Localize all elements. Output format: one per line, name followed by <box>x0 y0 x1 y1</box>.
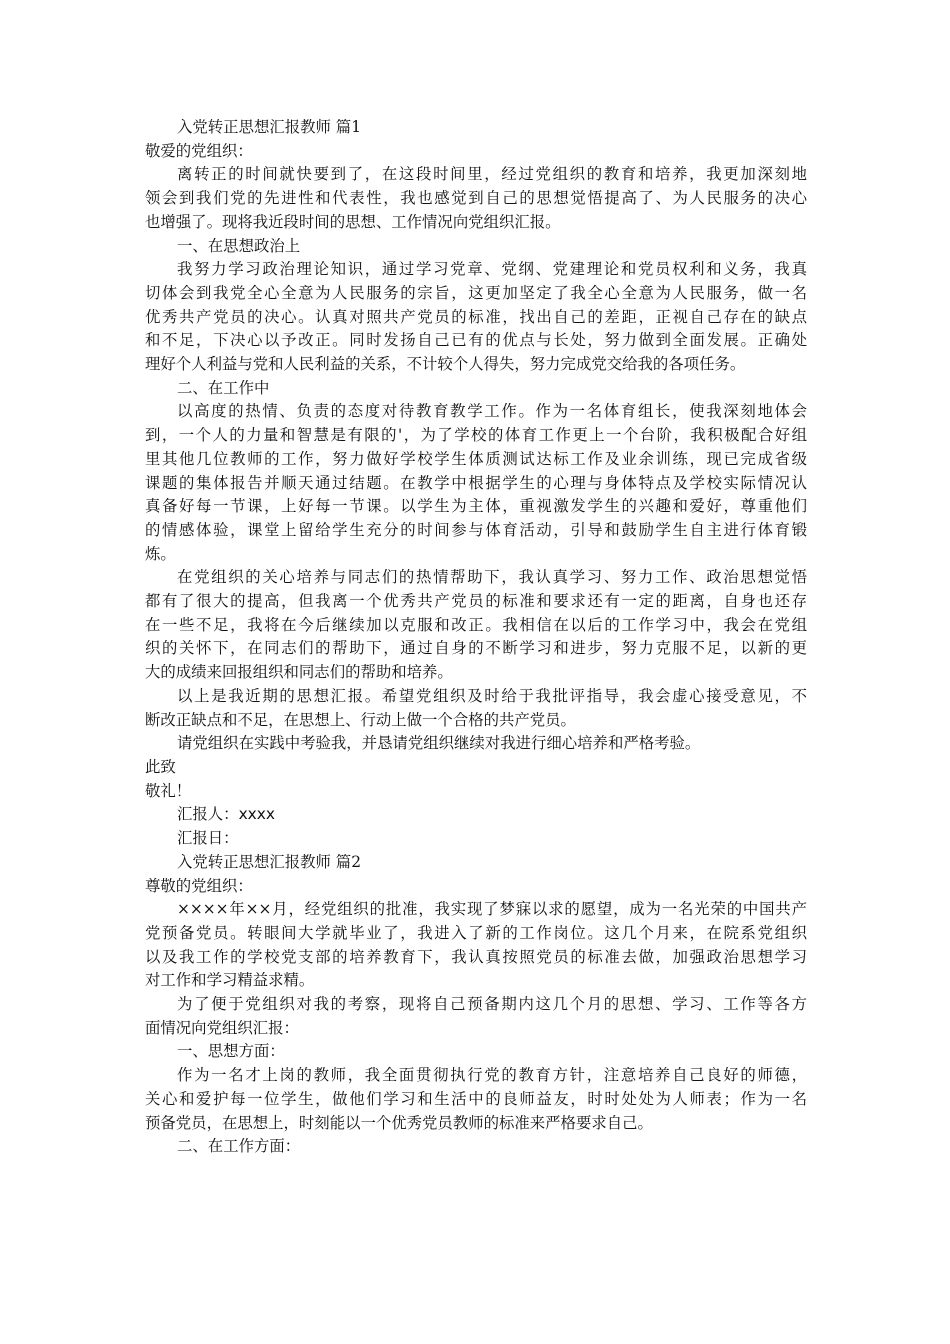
heading-work-2: 二、在工作方面： <box>177 1137 301 1156</box>
section-title-1: 入党转正思想汇报教师 篇1 <box>177 118 361 136</box>
paragraph-line: 也增强了。现将我近段时间的思想、工作情况向党组织汇报。 <box>145 212 561 231</box>
heading-work: 二、在工作中 <box>177 378 270 397</box>
paragraph-line: 切体会到我党全心全意为人民服务的宗旨，这更加坚定了我全心全意为人民服务，做一名 <box>145 283 807 302</box>
paragraph-line: 领会到我们党的先进性和代表性，我也感觉到自己的思想觉悟提高了、为人民服务的决心 <box>145 189 807 208</box>
paragraph-line: 在党组织的关心培养与同志们的热情帮助下，我认真学习、努力工作、政治思想觉悟 <box>177 568 807 587</box>
paragraph-6: 请党组织在实践中考验我，并恳请党组织继续对我进行细心培养和严格考验。 <box>177 734 701 753</box>
paragraph-line: 对工作和学习精益求精。 <box>145 971 315 990</box>
salutation-2: 尊敬的党组织： <box>145 876 253 895</box>
heading-thought: 一、思想方面： <box>177 1042 285 1061</box>
paragraph-line: 断改正缺点和不足，在思想上、行动上做一个合格的共产党员。 <box>145 710 576 729</box>
paragraph-line: 到，一个人的力量和智慧是有限的'，为了学校的体育工作更上一个台阶，我积极配合好组 <box>145 426 807 445</box>
paragraph-4 <box>145 566 807 685</box>
paragraph-line: 为了便于党组织对我的考察，现将自己预备期内这几个月的思想、学习、工作等各方 <box>177 995 807 1014</box>
reporter-value: xxxx <box>238 805 276 824</box>
closing-2: 敬礼！ <box>145 781 192 800</box>
paragraph-line: 作为一名才上岗的教师，我全面贯彻执行党的教育方针，注意培养自己良好的师德， <box>177 1066 807 1085</box>
paragraph-line: 以及我工作的学校党支部的培养教育下，我认真按照党员的标准去做，加强政治思想学习 <box>145 947 807 966</box>
paragraph-line: 里其他几位教师的工作，努力做好学校学生体质测试达标工作及业余训练，现已完成省级 <box>145 449 807 468</box>
salutation-1: 敬爱的党组织： <box>145 141 253 160</box>
paragraph-9 <box>145 1064 807 1135</box>
paragraph-line: 预备党员，在思想上，时刻能以一个优秀党员教师的标准来严格要求自己。 <box>145 1113 653 1132</box>
paragraph-line: 面情况向党组织汇报： <box>145 1018 299 1037</box>
closing-1: 此致 <box>145 757 176 776</box>
paragraph-line: ××××年××月，经党组织的批准，我实现了梦寐以求的愿望，成为一名光荣的中国共产 <box>177 900 807 919</box>
paragraph-line: 离转正的时间就快要到了，在这段时间里，经过党组织的教育和培养，我更加深刻地 <box>177 165 807 184</box>
reporter-line <box>145 803 807 827</box>
paragraph-line: 真备好每一节课，上好每一节课。以学生为主体，重视激发学生的兴趣和爱好，尊重他们 <box>145 497 807 516</box>
paragraph-line: 优秀共产党员的决心。认真对照共产党员的标准，找出自己的差距，正视自己存在的缺点 <box>145 307 807 326</box>
section-title-2: 入党转正思想汇报教师 篇2 <box>177 852 361 871</box>
paragraph-8 <box>145 993 807 1040</box>
heading-politics: 一、在思想政治上 <box>177 236 301 255</box>
paragraph-line: 大的成绩来回报组织和同志们的帮助和培养。 <box>145 663 453 682</box>
paragraph-line: 织的关怀下，在同志们的帮助下，通过自身的不断学习和进步，努力克服不足，以新的更 <box>145 639 807 658</box>
paragraph-line: 在一些不足，我将在今后继续加以克服和改正。我相信在以后的工作学习中，我会在党组 <box>145 615 807 634</box>
paragraph-line: 我努力学习政治理论知识，通过学习党章、党纲、党建理论和党员权利和义务，我真 <box>177 260 807 279</box>
paragraph-line: 都有了很大的提高，但我离一个优秀共产党员的标准和要求还有一定的距离，自身也还存 <box>145 592 807 611</box>
paragraph-line: 理好个人利益与党和人民利益的关系，不计较个人得失，努力完成党交给我的各项任务。 <box>145 355 746 374</box>
paragraph-3 <box>145 400 807 566</box>
paragraph-line: 和不足，下决心以予改正。同时发扬自己已有的优点与长处，努力做到全面发展。正确处 <box>145 331 807 350</box>
paragraph-2 <box>145 258 807 377</box>
paragraph-1 <box>145 163 807 234</box>
paragraph-line: 课题的集体报告并顺天通过结题。在教学中根据学生的心理与身体特点及学校实际情况认 <box>145 473 807 492</box>
document-page <box>145 116 807 1159</box>
paragraph-5 <box>145 685 807 732</box>
reporter-label: 汇报人： <box>177 805 239 824</box>
date-line: 汇报日： <box>177 829 239 848</box>
paragraph-line: 以上是我近期的思想汇报。希望党组织及时给于我批评指导，我会虚心接受意见，不 <box>177 686 807 705</box>
paragraph-line: 党预备党员。转眼间大学就毕业了，我进入了新的工作岗位。这几个月来，在院系党组织 <box>145 923 807 942</box>
paragraph-7 <box>145 898 807 993</box>
paragraph-line: 关心和爱护每一位学生，做他们学习和生活中的良师益友，时时处处为人师表；作为一名 <box>145 1089 807 1108</box>
paragraph-line: 炼。 <box>145 544 176 563</box>
paragraph-line: 以高度的热情、负责的态度对待教育教学工作。作为一名体育组长，使我深刻地体会 <box>177 402 807 421</box>
paragraph-line: 的情感体验，课堂上留给学生充分的时间参与体育活动，引导和鼓励学生自主进行体育锻 <box>145 520 807 539</box>
